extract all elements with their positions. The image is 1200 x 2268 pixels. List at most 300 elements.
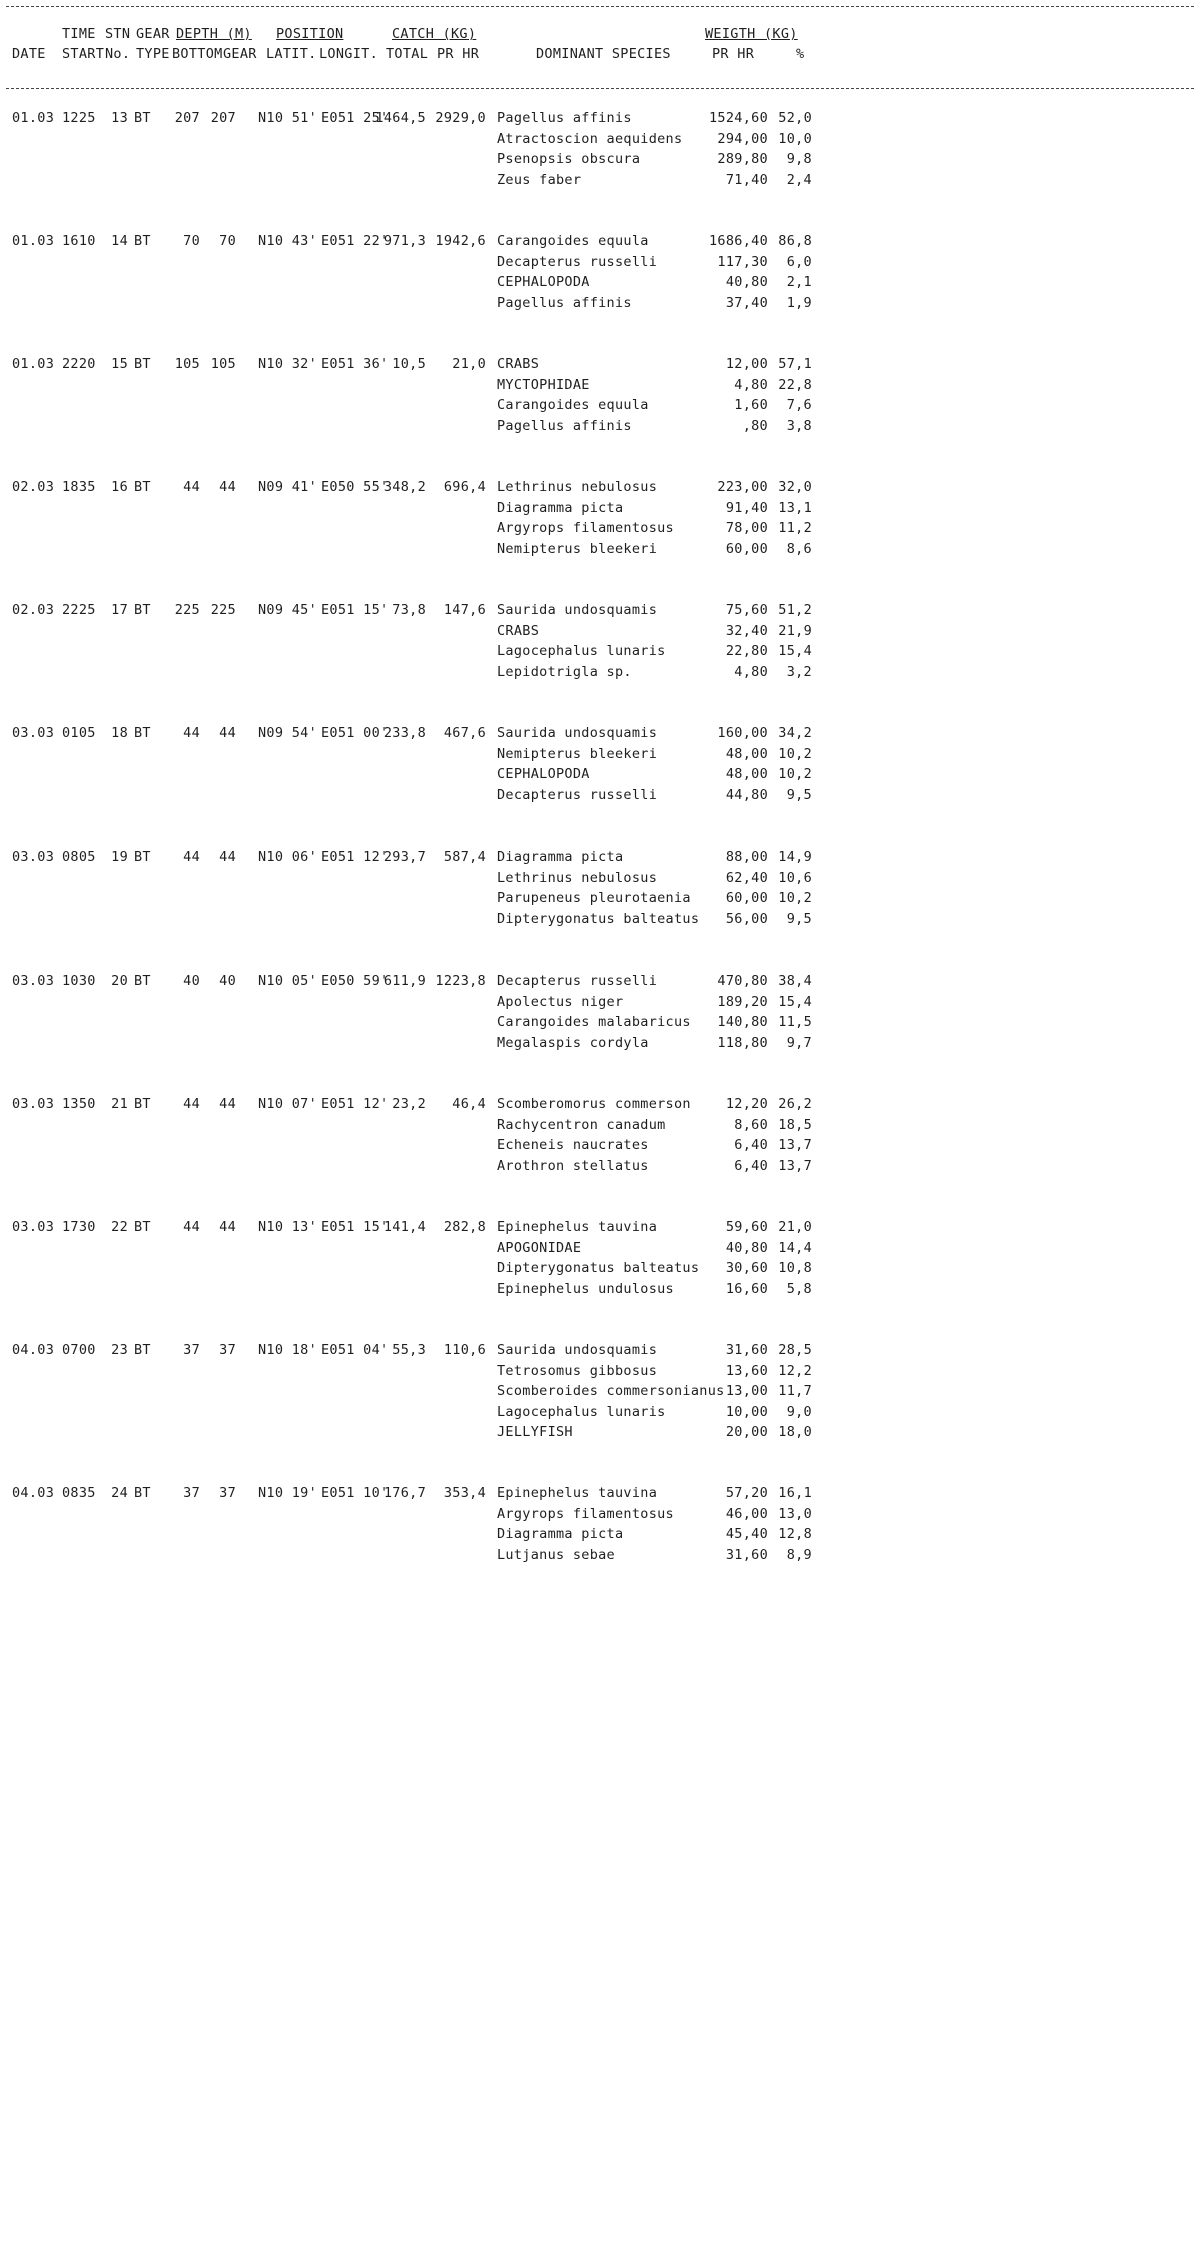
species-weight: 12,00 <box>725 356 768 372</box>
species-weight: 91,40 <box>725 499 768 516</box>
cell-stn: 24 <box>111 1485 128 1501</box>
header-weight: WEIGTH (KG) <box>705 26 798 42</box>
species-name: CEPHALOPODA <box>497 274 590 290</box>
species-percent: 57,1 <box>778 356 812 372</box>
cell-gear: BT <box>134 1096 151 1112</box>
cell-total: 55,3 <box>392 1342 426 1358</box>
species-name: Echeneis naucrates <box>497 1137 649 1153</box>
species-name: Epinephelus tauvina <box>497 1485 658 1501</box>
header-gear-depth: GEAR <box>223 46 257 62</box>
cell-gear: BT <box>134 602 151 618</box>
species-weight: 56,00 <box>725 910 768 927</box>
species-weight: 78,00 <box>725 520 768 536</box>
cell-depth-gear: 44 <box>219 725 236 741</box>
species-percent: 18,5 <box>778 1116 812 1133</box>
species-name: Nemipterus bleekeri <box>497 540 658 557</box>
header-percent: % <box>796 46 805 62</box>
species-percent: 12,8 <box>778 1526 812 1542</box>
species-name: Argyrops filamentosus <box>497 1505 674 1522</box>
table-row <box>0 600 1200 620</box>
species-weight: 289,80 <box>717 151 768 167</box>
table-row <box>0 1402 1200 1422</box>
species-percent: 18,0 <box>778 1424 812 1440</box>
species-weight: 4,80 <box>734 663 768 680</box>
species-percent: 12,2 <box>778 1362 812 1379</box>
header-gear-top: GEAR <box>136 26 170 42</box>
header-bottom: BOTTOM <box>172 46 223 62</box>
species-name: CRABS <box>497 356 540 372</box>
header-dashed-rule <box>6 88 1194 89</box>
header-type: TYPE <box>136 46 170 62</box>
cell-prhr: 696,4 <box>443 479 486 495</box>
cell-depth-bottom: 225 <box>174 602 200 618</box>
cell-depth-bottom: 44 <box>183 1219 200 1235</box>
species-weight: 20,00 <box>725 1424 768 1440</box>
species-name: Saurida undosquamis <box>497 725 658 741</box>
species-percent: 3,8 <box>786 417 812 434</box>
table-row <box>0 1279 1200 1299</box>
cell-date: 03.03 <box>12 1096 55 1112</box>
cell-lon: E051 04' <box>321 1342 389 1358</box>
species-name: Nemipterus bleekeri <box>497 745 658 762</box>
species-name: Decapterus russelli <box>497 786 658 803</box>
cell-total: 971,3 <box>383 233 426 249</box>
cell-gear: BT <box>134 233 151 249</box>
table-row <box>0 1361 1200 1381</box>
table-row <box>0 1135 1200 1155</box>
species-weight: 40,80 <box>725 1239 768 1256</box>
species-percent: 14,9 <box>778 849 812 865</box>
cell-lat: N10 32' <box>258 356 317 372</box>
species-percent: 13,7 <box>778 1157 812 1174</box>
table-row <box>0 1504 1200 1524</box>
cell-time: 2225 <box>62 602 96 618</box>
header-date: DATE <box>12 46 46 62</box>
table-row <box>0 252 1200 272</box>
species-percent: 10,6 <box>778 869 812 886</box>
species-name: Lagocephalus lunaris <box>497 643 666 659</box>
species-name: Diagramma picta <box>497 499 624 516</box>
cell-date: 04.03 <box>12 1485 55 1501</box>
cell-lon: E051 00' <box>321 725 389 741</box>
cell-gear: BT <box>134 1485 151 1501</box>
species-percent: 9,5 <box>786 786 812 803</box>
species-name: Tetrosomus gibbosus <box>497 1362 658 1379</box>
table-row <box>0 149 1200 169</box>
cell-time: 0805 <box>62 849 96 865</box>
species-name: APOGONIDAE <box>497 1239 582 1256</box>
cell-date: 04.03 <box>12 1342 55 1358</box>
cell-prhr: 1942,6 <box>435 233 486 249</box>
species-name: Decapterus russelli <box>497 973 658 989</box>
header-no: No. <box>105 46 131 62</box>
table-row <box>0 395 1200 415</box>
table-row <box>0 170 1200 190</box>
species-percent: 9,8 <box>786 151 812 167</box>
species-percent: 15,4 <box>778 993 812 1010</box>
species-percent: 9,5 <box>786 910 812 927</box>
cell-time: 0700 <box>62 1342 96 1358</box>
species-weight: 118,80 <box>717 1034 768 1051</box>
species-percent: 8,9 <box>786 1546 812 1563</box>
species-weight: 40,80 <box>725 274 768 290</box>
table-row <box>0 1156 1200 1176</box>
species-weight: 10,00 <box>725 1403 768 1420</box>
species-name: Argyrops filamentosus <box>497 520 674 536</box>
cell-date: 01.03 <box>12 110 55 126</box>
cell-stn: 20 <box>111 973 128 989</box>
species-percent: 10,2 <box>778 890 812 906</box>
cell-total: 176,7 <box>383 1485 426 1501</box>
species-weight: 13,00 <box>725 1383 768 1399</box>
species-percent: 1,9 <box>786 294 812 311</box>
table-row <box>0 354 1200 374</box>
species-name: MYCTOPHIDAE <box>497 376 590 393</box>
species-name: Dipterygonatus balteatus <box>497 1260 700 1276</box>
species-weight: 57,20 <box>725 1485 768 1501</box>
header-start: START <box>62 46 105 62</box>
species-name: Diagramma picta <box>497 849 624 865</box>
cell-stn: 16 <box>111 479 128 495</box>
table-row <box>0 477 1200 497</box>
cell-lon: E051 10' <box>321 1485 389 1501</box>
cell-gear: BT <box>134 973 151 989</box>
cell-time: 2220 <box>62 356 96 372</box>
cell-depth-gear: 207 <box>210 110 236 126</box>
cell-total: 10,5 <box>392 356 426 372</box>
species-percent: 34,2 <box>778 725 812 741</box>
cell-total: 293,7 <box>383 849 426 865</box>
cell-gear: BT <box>134 479 151 495</box>
cell-date: 03.03 <box>12 1219 55 1235</box>
species-percent: 11,5 <box>778 1014 812 1030</box>
cell-lat: N10 19' <box>258 1485 317 1501</box>
species-weight: 75,60 <box>725 602 768 618</box>
cell-gear: BT <box>134 1219 151 1235</box>
species-percent: 11,7 <box>778 1383 812 1399</box>
cell-lat: N10 13' <box>258 1219 317 1235</box>
cell-lon: E051 15' <box>321 1219 389 1235</box>
species-percent: 21,9 <box>778 622 812 639</box>
species-percent: 7,6 <box>786 397 812 413</box>
species-weight: 12,20 <box>725 1096 768 1112</box>
table-row <box>0 293 1200 313</box>
table-row <box>0 108 1200 128</box>
species-weight: 6,40 <box>734 1137 768 1153</box>
cell-prhr: 147,6 <box>443 602 486 618</box>
table-row <box>0 1381 1200 1401</box>
cell-depth-gear: 105 <box>210 356 236 372</box>
cell-time: 1350 <box>62 1096 96 1112</box>
cell-gear: BT <box>134 849 151 865</box>
cell-depth-bottom: 44 <box>183 479 200 495</box>
species-weight: 16,60 <box>725 1280 768 1297</box>
species-weight: 294,00 <box>717 130 768 147</box>
header-latit: LATIT. <box>266 46 317 62</box>
cell-gear: BT <box>134 110 151 126</box>
species-percent: 9,0 <box>786 1403 812 1420</box>
cell-lat: N10 18' <box>258 1342 317 1358</box>
cell-depth-gear: 44 <box>219 1096 236 1112</box>
species-name: Decapterus russelli <box>497 253 658 270</box>
species-percent: 21,0 <box>778 1219 812 1235</box>
cell-lat: N09 54' <box>258 725 317 741</box>
species-name: Dipterygonatus balteatus <box>497 910 700 927</box>
species-name: Lepidotrigla sp. <box>497 663 632 680</box>
species-percent: 11,2 <box>778 520 812 536</box>
table-row <box>0 868 1200 888</box>
header-weight-prhr: PR HR <box>712 46 755 62</box>
species-name: Diagramma picta <box>497 1526 624 1542</box>
cell-total: 141,4 <box>383 1219 426 1235</box>
species-weight: 62,40 <box>725 869 768 886</box>
cell-depth-bottom: 37 <box>183 1342 200 1358</box>
cell-depth-gear: 44 <box>219 1219 236 1235</box>
cell-depth-gear: 37 <box>219 1342 236 1358</box>
species-percent: 22,8 <box>778 376 812 393</box>
species-name: Zeus faber <box>497 171 582 188</box>
cell-time: 1835 <box>62 479 96 495</box>
species-percent: 52,0 <box>778 110 812 126</box>
species-weight: 88,00 <box>725 849 768 865</box>
cell-depth-gear: 37 <box>219 1485 236 1501</box>
species-weight: 6,40 <box>734 1157 768 1174</box>
cell-depth-bottom: 37 <box>183 1485 200 1501</box>
table-row <box>0 888 1200 908</box>
species-weight: 117,30 <box>717 253 768 270</box>
table-row <box>0 992 1200 1012</box>
cell-lat: N10 43' <box>258 233 317 249</box>
cell-prhr: 353,4 <box>443 1485 486 1501</box>
cell-prhr: 587,4 <box>443 849 486 865</box>
species-weight: 48,00 <box>725 745 768 762</box>
table-row <box>0 539 1200 559</box>
cell-gear: BT <box>134 725 151 741</box>
species-name: Carangoides equula <box>497 397 649 413</box>
species-weight: 223,00 <box>717 479 768 495</box>
cell-gear: BT <box>134 356 151 372</box>
species-percent: 13,1 <box>778 499 812 516</box>
cell-depth-bottom: 44 <box>183 849 200 865</box>
species-name: Epinephelus undulosus <box>497 1280 674 1297</box>
species-name: Lagocephalus lunaris <box>497 1403 666 1420</box>
table-row <box>0 1217 1200 1237</box>
species-weight: 60,00 <box>725 540 768 557</box>
station-list <box>0 108 1200 1606</box>
species-weight: 46,00 <box>725 1505 768 1522</box>
table-row <box>0 231 1200 251</box>
species-percent: 8,6 <box>786 540 812 557</box>
cell-stn: 21 <box>111 1096 128 1112</box>
species-name: Carangoides equula <box>497 233 649 249</box>
cell-lat: N10 06' <box>258 849 317 865</box>
species-name: CRABS <box>497 622 540 639</box>
header-prhr: PR HR <box>437 46 480 62</box>
cell-total: 1464,5 <box>375 110 426 126</box>
cell-date: 01.03 <box>12 233 55 249</box>
species-percent: 10,2 <box>778 745 812 762</box>
table-row <box>0 518 1200 538</box>
cell-stn: 13 <box>111 110 128 126</box>
cell-lon: E050 55' <box>321 479 389 495</box>
cell-gear: BT <box>134 1342 151 1358</box>
cell-depth-bottom: 105 <box>174 356 200 372</box>
station-block <box>0 354 1200 477</box>
cell-depth-gear: 70 <box>219 233 236 249</box>
species-name: Lutjanus sebae <box>497 1546 615 1563</box>
species-name: Saurida undosquamis <box>497 602 658 618</box>
cell-prhr: 21,0 <box>452 356 486 372</box>
table-row <box>0 1094 1200 1114</box>
species-weight: 140,80 <box>717 1014 768 1030</box>
species-percent: 28,5 <box>778 1342 812 1358</box>
species-name: Apolectus niger <box>497 993 624 1010</box>
cell-total: 73,8 <box>392 602 426 618</box>
cell-time: 0105 <box>62 725 96 741</box>
table-row <box>0 1115 1200 1135</box>
species-weight: 45,40 <box>725 1526 768 1542</box>
species-percent: 13,7 <box>778 1137 812 1153</box>
station-block <box>0 477 1200 600</box>
species-weight: 1686,40 <box>709 233 768 249</box>
cell-lon: E051 12' <box>321 849 389 865</box>
cell-lon: E051 15' <box>321 602 389 618</box>
species-name: JELLYFISH <box>497 1424 573 1440</box>
species-weight: 470,80 <box>717 973 768 989</box>
station-block <box>0 847 1200 971</box>
species-name: Lethrinus nebulosus <box>497 869 658 886</box>
species-weight: 32,40 <box>725 622 768 639</box>
table-row <box>0 498 1200 518</box>
cell-depth-bottom: 44 <box>183 1096 200 1112</box>
table-row <box>0 416 1200 436</box>
cell-stn: 18 <box>111 725 128 741</box>
top-dashed-rule <box>6 6 1194 7</box>
table-row <box>0 1524 1200 1544</box>
species-weight: 22,80 <box>725 643 768 659</box>
species-name: Scomberoides commersonianus <box>497 1383 725 1399</box>
table-row <box>0 641 1200 661</box>
species-percent: 51,2 <box>778 602 812 618</box>
table-row <box>0 744 1200 764</box>
table-row <box>0 785 1200 805</box>
table-row <box>0 272 1200 292</box>
species-weight: ,80 <box>742 417 768 434</box>
species-percent: 2,1 <box>786 274 812 290</box>
header-stn: STN <box>105 26 131 42</box>
cell-lat: N09 45' <box>258 602 317 618</box>
table-row <box>0 1545 1200 1565</box>
table-row <box>0 621 1200 641</box>
cell-lon: E050 59' <box>321 973 389 989</box>
species-weight: 31,60 <box>725 1546 768 1563</box>
cell-lon: E051 36' <box>321 356 389 372</box>
species-percent: 38,4 <box>778 973 812 989</box>
species-name: Arothron stellatus <box>497 1157 649 1174</box>
cell-date: 02.03 <box>12 602 55 618</box>
species-weight: 1524,60 <box>709 110 768 126</box>
table-row <box>0 764 1200 784</box>
species-weight: 60,00 <box>725 890 768 906</box>
cell-stn: 23 <box>111 1342 128 1358</box>
cell-time: 1730 <box>62 1219 96 1235</box>
species-weight: 160,00 <box>717 725 768 741</box>
header-position: POSITION <box>276 26 344 42</box>
species-percent: 15,4 <box>778 643 812 659</box>
cell-lon: E051 22' <box>321 233 389 249</box>
species-weight: 71,40 <box>725 171 768 188</box>
species-percent: 26,2 <box>778 1096 812 1112</box>
station-block <box>0 600 1200 723</box>
header-time: TIME <box>62 26 96 42</box>
species-weight: 48,00 <box>725 766 768 782</box>
cell-lat: N10 05' <box>258 973 317 989</box>
table-row <box>0 662 1200 682</box>
species-name: Pagellus affinis <box>497 110 632 126</box>
cell-time: 1030 <box>62 973 96 989</box>
species-name: CEPHALOPODA <box>497 766 590 782</box>
cell-stn: 15 <box>111 356 128 372</box>
cell-total: 611,9 <box>383 973 426 989</box>
cell-time: 0835 <box>62 1485 96 1501</box>
header-longit: LONGIT. <box>319 46 378 62</box>
header-dominant-species: DOMINANT SPECIES <box>536 46 671 62</box>
cell-prhr: 1223,8 <box>435 973 486 989</box>
table-row <box>0 375 1200 395</box>
cell-lat: N09 41' <box>258 479 317 495</box>
species-percent: 32,0 <box>778 479 812 495</box>
species-percent: 10,0 <box>778 130 812 147</box>
cell-prhr: 2929,0 <box>435 110 486 126</box>
header-catch: CATCH (KG) <box>392 26 477 42</box>
station-block <box>0 1340 1200 1483</box>
table-header <box>0 26 1200 80</box>
species-percent: 16,1 <box>778 1485 812 1501</box>
table-row <box>0 1422 1200 1442</box>
cell-prhr: 282,8 <box>443 1219 486 1235</box>
table-row <box>0 847 1200 867</box>
cell-depth-gear: 225 <box>210 602 236 618</box>
species-weight: 30,60 <box>725 1260 768 1276</box>
cell-stn: 17 <box>111 602 128 618</box>
species-percent: 2,4 <box>786 171 812 188</box>
species-percent: 9,7 <box>786 1034 812 1051</box>
table-row <box>0 129 1200 149</box>
species-name: Saurida undosquamis <box>497 1342 658 1358</box>
cell-prhr: 46,4 <box>452 1096 486 1112</box>
species-weight: 1,60 <box>734 397 768 413</box>
cell-depth-gear: 40 <box>219 973 236 989</box>
species-name: Parupeneus pleurotaenia <box>497 890 691 906</box>
cell-date: 03.03 <box>12 725 55 741</box>
cell-total: 233,8 <box>383 725 426 741</box>
species-name: Lethrinus nebulosus <box>497 479 658 495</box>
table-row <box>0 1033 1200 1053</box>
cell-prhr: 467,6 <box>443 725 486 741</box>
cell-lat: N10 51' <box>258 110 317 126</box>
species-name: Pagellus affinis <box>497 417 632 434</box>
cell-date: 03.03 <box>12 849 55 865</box>
table-row <box>0 1258 1200 1278</box>
cell-stn: 14 <box>111 233 128 249</box>
cell-date: 01.03 <box>12 356 55 372</box>
cell-date: 02.03 <box>12 479 55 495</box>
cell-depth-bottom: 40 <box>183 973 200 989</box>
cell-depth-bottom: 44 <box>183 725 200 741</box>
species-percent: 14,4 <box>778 1239 812 1256</box>
species-weight: 8,60 <box>734 1116 768 1133</box>
station-block <box>0 1483 1200 1606</box>
